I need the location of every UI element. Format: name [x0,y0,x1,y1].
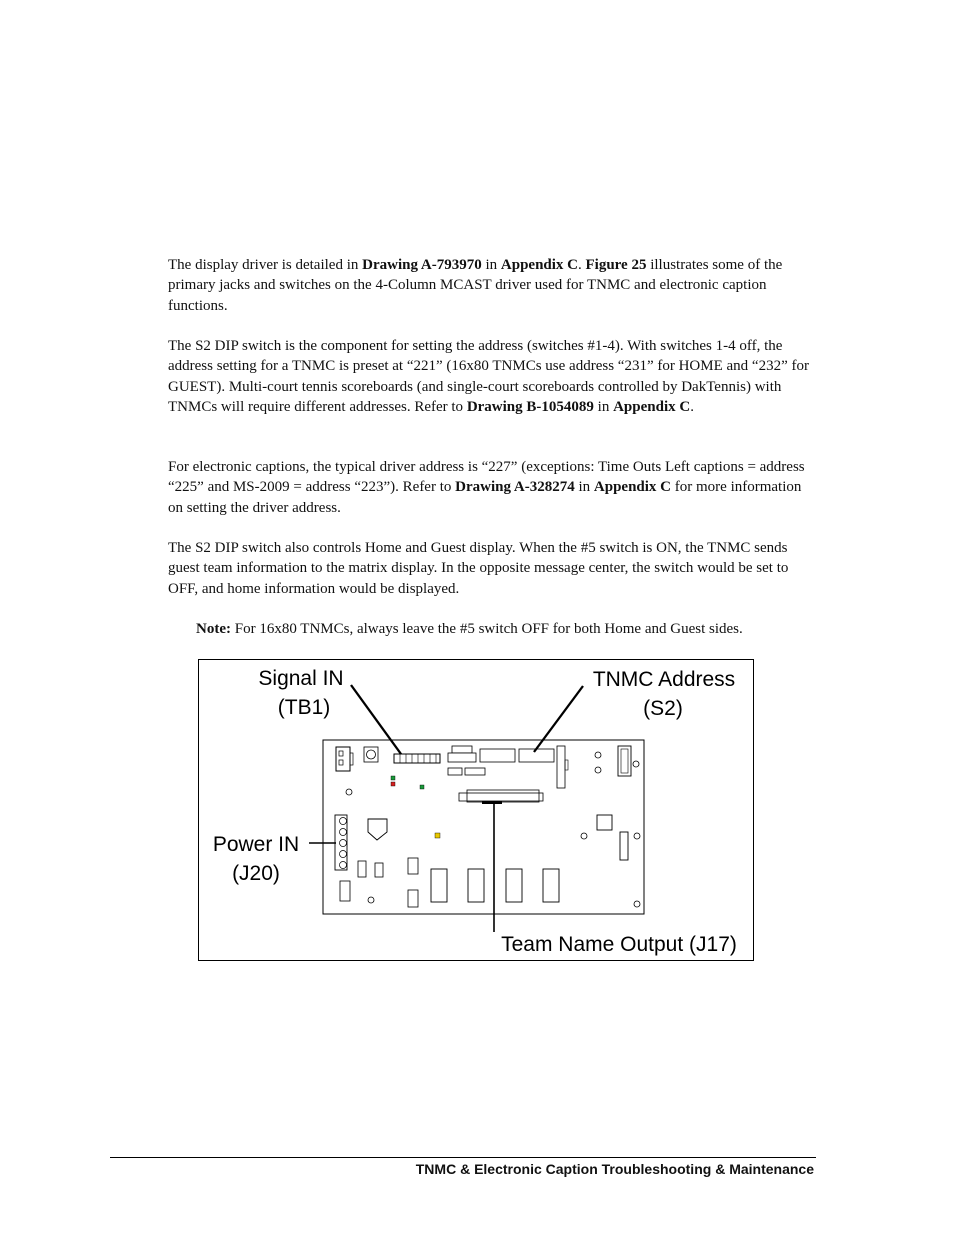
paragraph-caption-address [168,457,818,518]
paragraph-driver-overview [168,255,818,316]
label-team-name-output: Team Name Output (J17) [501,933,737,956]
text-run: The display driver is detailed in [168,257,363,273]
bold-reference: Appendix C [500,257,578,273]
bold-reference: Drawing A-328274 [455,479,575,496]
text-run: for more information on setting the driver address. [168,479,802,516]
text-run: in [481,257,501,273]
paragraph-home-guest [168,538,818,599]
text-run: illustrates some of the primary jacks and switches on the 4-Column MCAST driver used for TNMC and electronic caption functions. [168,257,783,314]
label-tb1: (TB1) [277,696,331,719]
note-label: Note: [196,621,231,637]
text-run: in [593,398,614,415]
text-run: . [690,398,694,415]
label-power-in: Power IN [212,833,300,856]
label-tnmc-address: TNMC Address [592,668,736,691]
text-run: in [574,479,594,496]
paragraph-s2-address [168,336,818,417]
label-j20: (J20) [232,862,280,885]
bold-reference: Drawing A-793970 [362,257,482,273]
tb1-terminal-block [394,754,440,763]
driver-board-figure [198,659,754,961]
bold-reference: Figure 25 [585,257,647,273]
connector-top-left [336,747,350,771]
led-green [420,785,424,789]
label-signal-in: Signal IN [258,667,344,690]
led-red [391,782,395,786]
note-text: For 16x80 TNMCs, always leave the #5 switch OFF for both Home and Guest sides. [230,621,743,637]
text-run: The S2 DIP switch is the component for setting the address (switches #1-4). With switches 1-4 off, the address setting for a TNMC is preset at “221” (16x80 TNMCs use address “231” for HOME and “232” for GUEST). Multi-court tennis scoreboards (and single-court scoreboards controlled by DakTennis) with TNMCs will require different addresses. Refer to [168,338,809,415]
text-run: For electronic captions, the typical driver address is “227” (exceptions: Time Outs Left captions = address “225” and MS-2009 = address “223”). Refer to [168,459,805,496]
text-run: . [578,257,586,273]
s2-dip-switch [519,749,554,762]
footer-title: TNMC & Electronic Caption Troubleshooting & Maintenance [415,1161,814,1177]
led-green [391,776,395,780]
bold-reference: Drawing B-1054089 [466,398,594,415]
bold-reference: Appendix C [593,479,672,496]
label-s2: (S2) [643,697,683,720]
bold-reference: Appendix C [613,398,691,415]
j20-power-connector [335,815,347,870]
note [196,619,836,639]
led-yellow [435,833,440,838]
text-run: The S2 DIP switch also controls Home and Guest display. When the #5 switch is ON, the TNMC sends guest team information to the matrix display. In the opposite message center, the switch would be set to OFF, and home information would be displayed. [168,540,789,597]
footer-rule [110,1157,816,1158]
driver-board-diagram [199,660,755,962]
